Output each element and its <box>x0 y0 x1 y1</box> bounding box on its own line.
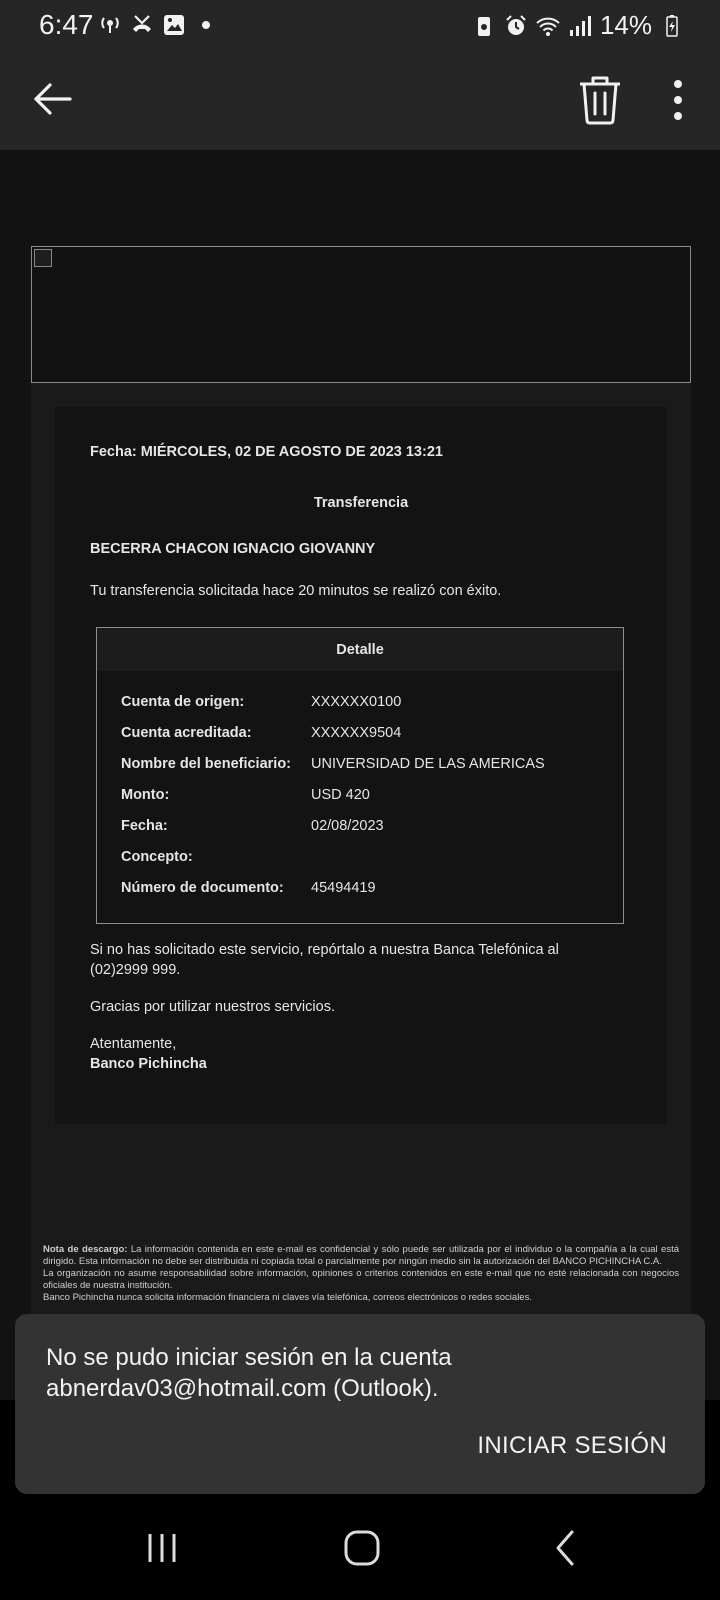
disclaimer-text: La información contenida en este e-mail es confidencial y sólo puede ser utilizada por el individuo o la compañía a la cual está dirigido. Esta información no debe ser distribuida ni copiada total o parcialmente por ningún medio sin la autorización del BANCO PICHINCHA C.A. <box>43 1244 679 1267</box>
status-notification-icons <box>98 13 218 37</box>
detail-label: Cuenta de origen: <box>121 694 245 710</box>
header-image-broken <box>31 246 691 383</box>
disclaimer-paragraph <box>43 1244 679 1268</box>
detail-row-concepto <box>121 849 601 871</box>
home-icon[interactable] <box>340 1526 384 1570</box>
detail-label: Cuenta acreditada: <box>121 725 252 741</box>
email-message-panel <box>55 407 667 1124</box>
back-nav-icon[interactable] <box>544 1526 588 1570</box>
detail-value: 45494419 <box>311 880 376 896</box>
disclaimer-label: Nota de descargo: <box>43 1244 128 1255</box>
snackbar-message: No se pudo iniciar sesión en la cuenta abnerdav03@hotmail.com (Outlook). <box>46 1344 452 1402</box>
detail-value: UNIVERSIDAD DE LAS AMERICAS <box>311 756 545 772</box>
location-broadcast-icon <box>98 13 122 37</box>
missed-call-icon <box>130 13 154 37</box>
email-title: Transferencia <box>313 495 409 511</box>
detail-value: USD 420 <box>311 787 370 803</box>
recent-apps-icon[interactable] <box>140 1526 184 1570</box>
signal-icon <box>568 14 592 38</box>
detail-value: XXXXXX9504 <box>311 725 402 741</box>
disclaimer-paragraph-3: Banco Pichincha nunca solicita información financiera ni claves vía telefónica, correos electrónicos o redes sociales. <box>43 1292 532 1303</box>
detail-row-cuenta-acreditada <box>121 725 601 747</box>
disclaimer-paragraph-2: La organización no asume responsabilidad sobre información, opiniones o criterios contenidos en este e-mail que no esté relacionada con negocios oficiales de nuestra institución. <box>43 1268 679 1291</box>
signature-text: Banco Pichincha <box>90 1056 207 1072</box>
recipient-name: BECERRA CHACON IGNACIO GIOVANNY <box>90 541 376 557</box>
more-options-icon[interactable] <box>660 74 696 126</box>
detail-label: Nombre del beneficiario: <box>121 756 292 772</box>
wifi-icon <box>536 14 560 38</box>
report-text-line1: Si no has solicitado este servicio, repórtalo a nuestra Banca Telefónica al <box>90 942 559 958</box>
detail-label: Concepto: <box>121 849 193 865</box>
delete-trash-icon[interactable] <box>574 72 626 128</box>
email-body-card <box>31 383 691 1298</box>
sign-in-error-snackbar <box>15 1314 705 1494</box>
detail-header: Detalle <box>97 628 623 671</box>
app-bar <box>0 52 720 150</box>
detail-table <box>96 627 624 924</box>
detail-label: Monto: <box>121 787 170 803</box>
dot-icon <box>194 13 218 37</box>
closing-text: Atentamente, <box>90 1036 177 1052</box>
detail-row-fecha <box>121 818 601 840</box>
status-time: 6:47 <box>39 9 94 40</box>
system-nav-bar <box>0 1494 720 1600</box>
sign-in-button[interactable]: INICIAR SESIÓN <box>477 1432 667 1459</box>
status-bar <box>0 0 720 52</box>
email-content[interactable] <box>0 150 720 1400</box>
detail-row-beneficiario <box>121 756 601 778</box>
report-text-line2: (02)2999 999. <box>90 962 181 978</box>
alarm-icon <box>504 14 528 38</box>
status-system-icons <box>472 10 684 41</box>
battery-charging-icon <box>660 14 684 38</box>
detail-value: 02/08/2023 <box>311 818 384 834</box>
battery-saver-icon <box>472 14 496 38</box>
intro-text: Tu transferencia solicitada hace 20 minutos se realizó con éxito. <box>90 583 502 599</box>
detail-label: Número de documento: <box>121 880 284 896</box>
thanks-text: Gracias por utilizar nuestros servicios. <box>90 999 335 1015</box>
battery-percent: 14% <box>599 10 652 40</box>
image-icon <box>162 13 186 37</box>
detail-label: Fecha: <box>121 818 168 834</box>
detail-row-monto <box>121 787 601 809</box>
detail-value: XXXXXX0100 <box>311 694 402 710</box>
detail-row-documento <box>121 880 601 902</box>
email-date: Fecha: MIÉRCOLES, 02 DE AGOSTO DE 2023 13:21 <box>90 444 443 460</box>
detail-row-cuenta-origen <box>121 694 601 716</box>
broken-image-icon <box>34 249 52 267</box>
back-arrow-icon[interactable] <box>28 74 78 124</box>
